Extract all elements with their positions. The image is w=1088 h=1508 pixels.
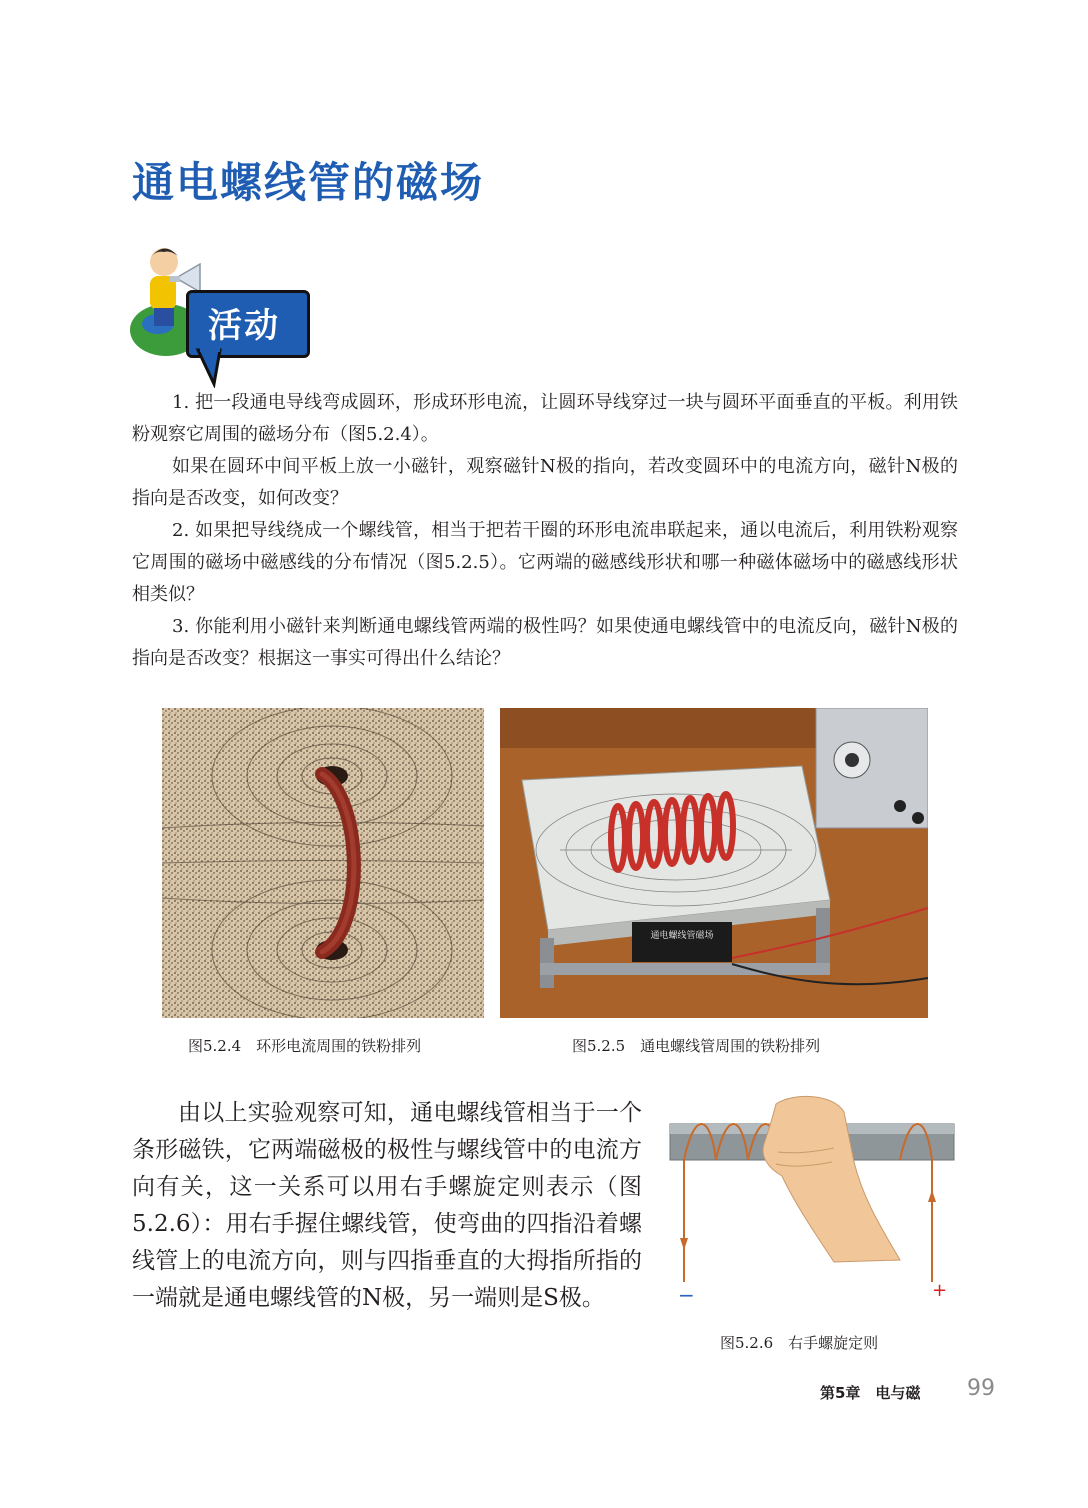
figure-5-2-4-caption: 图5.2.4 环形电流周围的铁粉排列	[188, 1037, 422, 1055]
activity-badge-label: 活动	[208, 306, 280, 346]
activity-badge	[128, 238, 318, 388]
figure-5-2-6-caption: 图5.2.6 右手螺旋定则	[720, 1334, 879, 1352]
activity-text	[132, 387, 958, 675]
page-title: 通电螺线管的磁场	[132, 158, 485, 207]
activity-paragraph-3: 2. 如果把导线绕成一个螺线管，相当于把若干圈的环形电流串联起来，通以电流后，利用铁粉观察它周围的磁场中磁感线的分布情况（图5.2.5）。它两端的磁感线形状和哪一种磁体磁场中的磁感线形状相类似？	[132, 520, 958, 605]
minus-sign: −	[678, 1283, 695, 1307]
activity-paragraph-4: 3. 你能利用小磁针来判断通电螺线管两端的极性吗？如果使通电螺线管中的电流反向，磁针N极的指向是否改变？根据这一事实可得出什么结论？	[132, 616, 958, 669]
figure-5-2-5-caption: 图5.2.5 通电螺线管周围的铁粉排列	[572, 1037, 821, 1055]
figure-5-2-4-photo	[162, 708, 484, 1018]
activity-paragraph-1: 1. 把一段通电导线弯成圆环，形成环形电流，让圆环导线穿过一块与圆环平面垂直的平板。利用铁粉观察它周围的磁场分布（图5.2.4）。	[132, 392, 958, 445]
figure-5-2-5-photo	[500, 708, 928, 1018]
figure-5-2-5-plate-text: 通电螺线管磁场	[650, 931, 714, 941]
activity-paragraph-2: 如果在圆环中间平板上放一小磁针，观察磁针N极的指向，若改变圆环中的电流方向，磁针N极的指向是否改变，如何改变？	[132, 456, 958, 509]
page-number: 99	[967, 1376, 995, 1401]
main-paragraph: 由以上实验观察可知，通电螺线管相当于一个条形磁铁，它两端磁极的极性与螺线管中的电流方向有关，这一关系可以用右手螺旋定则表示（图5.2.6）：用右手握住螺线管，使弯曲的四指沿着螺线管上的电流方向，则与四指垂直的大拇指所指的一端就是通电螺线管的N极，另一端则是S极。	[132, 1100, 642, 1311]
plus-sign: +	[932, 1280, 948, 1301]
footer-chapter: 第5章 电与磁	[820, 1384, 921, 1402]
figure-5-2-6-illustration	[664, 1092, 964, 1312]
